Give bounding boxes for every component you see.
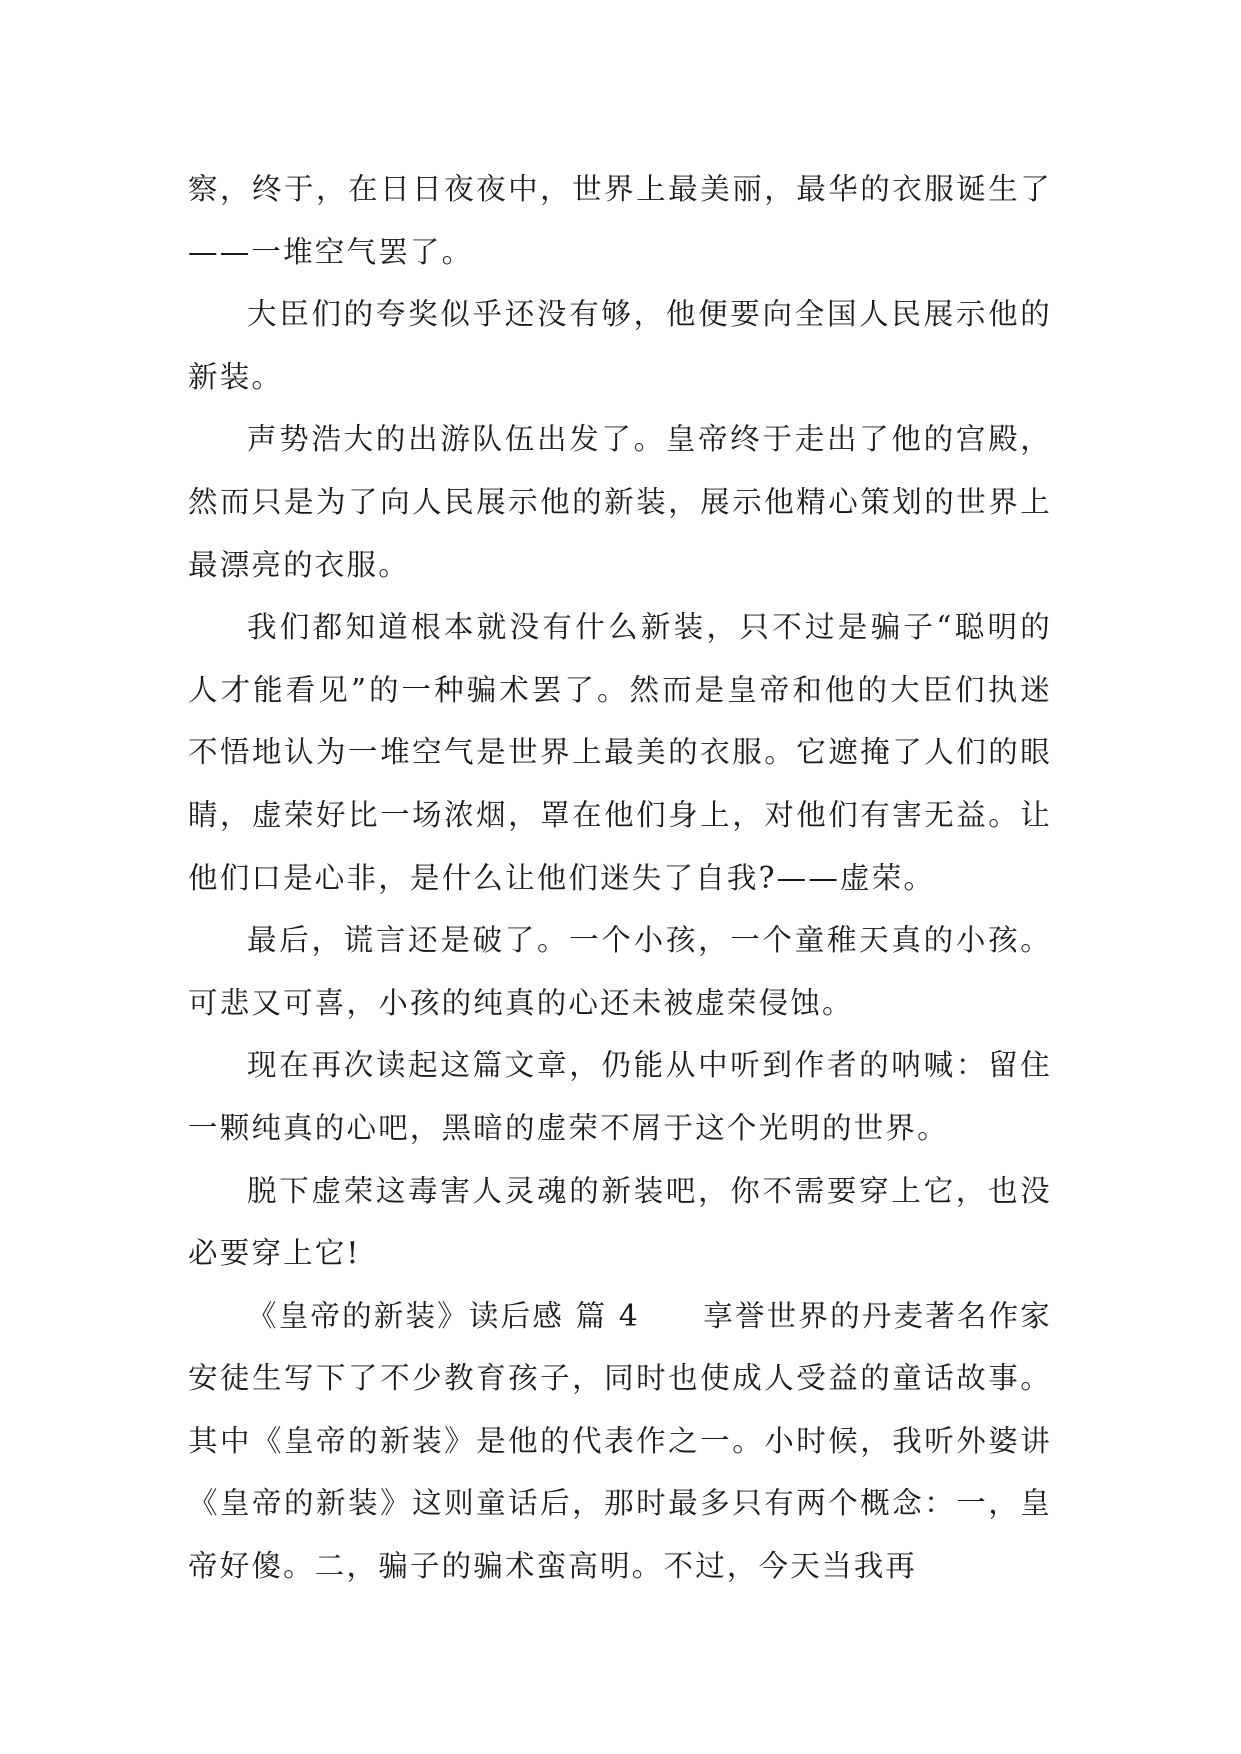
paragraph — [188, 596, 1052, 909]
paragraph-text: 声势浩大的出游队伍出发了。皇帝终于走出了他的宫殿，然而只是为了向人民展示他的新装，展示他精心策划的世界上最漂亮的衣服。 — [188, 422, 1052, 582]
paragraph-section-heading — [188, 1285, 1052, 1598]
document-body — [188, 158, 1052, 1598]
paragraph-text: 我们都知道根本就没有什么新装，只不过是骗子“聪明的人才能看见”的一种骗术罢了。然而是皇帝和他的大臣们执迷不悟地认为一堆空气是世界上最美的衣服。它遮掩了人们的眼睛，虚荣好比一场浓烟，罩在他们身上，对他们有害无益。让他们口是心非，是什么让他们迷失了自我?——虚荣。 — [188, 610, 1052, 895]
paragraph-text: 脱下虚荣这毒害人灵魂的新装吧，你不需要穿上它，也没必要穿上它! — [188, 1173, 1052, 1271]
paragraph-continued — [188, 158, 1052, 283]
paragraph — [188, 1034, 1052, 1159]
paragraph — [188, 283, 1052, 408]
paragraph — [188, 909, 1052, 1034]
paragraph-text: 察，终于，在日日夜夜中，世界上最美丽，最华的衣服诞生了——一堆空气罢了。 — [188, 172, 1052, 269]
paragraph-text: 《皇帝的新装》读后感 篇 4 享誉世界的丹麦著名作家安徒生写下了不少教育孩子，同时也使成人受益的童话故事。其中《皇帝的新装》是他的代表作之一。小时候，我听外婆讲《皇帝的新装》这则童话后，那时最多只有两个概念：一，皇帝好傻。二，骗子的骗术蛮高明。不过，今天当我再 — [188, 1298, 1052, 1584]
paragraph-text: 最后，谎言还是破了。一个小孩，一个童稚天真的小孩。可悲又可喜，小孩的纯真的心还未被虚荣侵蚀。 — [188, 923, 1052, 1020]
paragraph-text: 现在再次读起这篇文章，仍能从中听到作者的呐喊：留住一颗纯真的心吧，黑暗的虚荣不屑于这个光明的世界。 — [188, 1048, 1052, 1145]
paragraph — [188, 1160, 1052, 1285]
paragraph-text: 大臣们的夸奖似乎还没有够，他便要向全国人民展示他的新装。 — [188, 297, 1052, 394]
paragraph — [188, 408, 1052, 596]
